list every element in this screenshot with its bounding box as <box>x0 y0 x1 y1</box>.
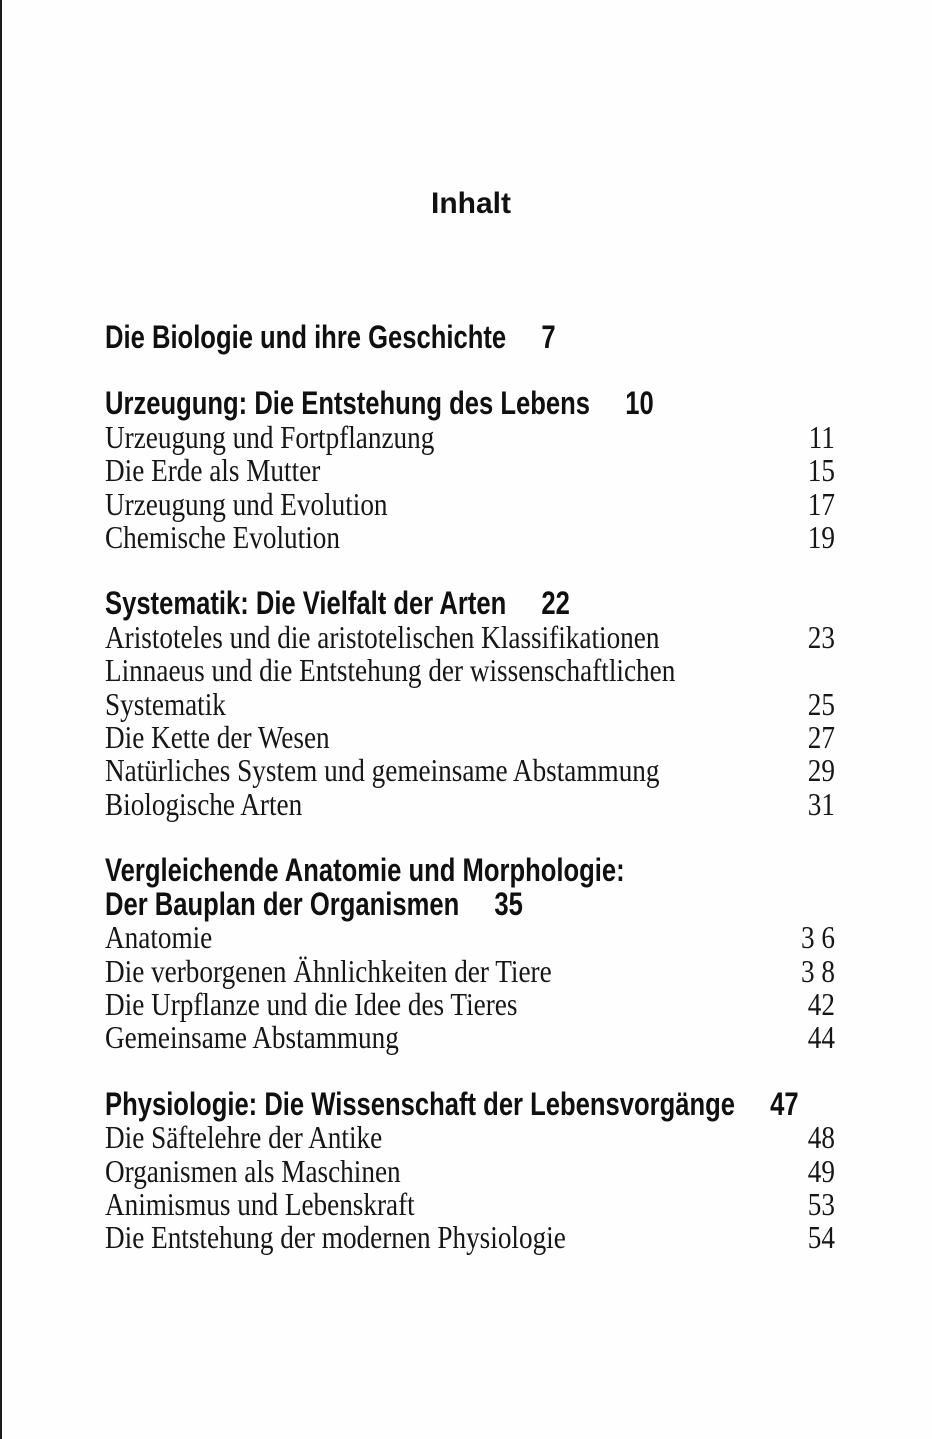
section-heading-line <box>105 587 835 620</box>
entry-page-number: 49 <box>807 1152 835 1189</box>
entry-page-number: 3 8 <box>801 952 835 989</box>
section-heading: Der Bauplan der Organismen <box>105 885 460 922</box>
toc-entry <box>105 1121 835 1154</box>
section-heading-scale <box>105 321 556 354</box>
entry-page-number: 44 <box>807 1019 835 1056</box>
entry-page-number: 48 <box>807 1119 835 1156</box>
toc-entry <box>105 785 835 822</box>
entry-page-number: 23 <box>807 618 835 655</box>
toc-entry <box>105 1221 835 1254</box>
entry-title: Anatomie <box>105 919 213 956</box>
entry-page-number: 3 6 <box>801 919 835 956</box>
toc-entry <box>105 685 835 722</box>
entry-page-number: 17 <box>807 485 835 522</box>
toc-entry <box>105 721 835 754</box>
section-heading-line <box>105 387 835 420</box>
toc-entry <box>105 985 835 1022</box>
heading-page-number: 47 <box>770 1085 799 1122</box>
section-heading: Urzeugung: Die Entstehung des Lebens <box>105 385 591 422</box>
section-heading-scale <box>105 854 625 887</box>
entry-page-number: 31 <box>807 785 835 822</box>
entry-title: Animismus und Lebenskraft <box>105 1185 415 1222</box>
entry-title: Die Säftelehre der Antike <box>105 1119 383 1156</box>
toc-entry <box>105 485 835 522</box>
toc-entry <box>105 754 835 787</box>
section-heading-line <box>105 854 835 887</box>
entry-title: Die verborgenen Ähnlichkeiten der Tiere <box>105 952 552 989</box>
entry-page-number: 25 <box>807 685 835 722</box>
toc-entry <box>105 1021 835 1054</box>
section-heading-line <box>105 1085 835 1122</box>
section-heading: Physiologie: Die Wissenschaft der Lebensvorgänge <box>105 1085 735 1122</box>
entry-title: Urzeugung und Fortpflanzung <box>105 418 435 455</box>
toc-entry <box>105 1185 835 1222</box>
toc-entry <box>105 921 835 954</box>
section-heading: Die Biologie und ihre Geschichte <box>105 319 507 355</box>
toc-section <box>105 387 835 554</box>
entry-page-number: 42 <box>807 985 835 1022</box>
toc-entry <box>105 1152 835 1189</box>
heading-page-number: 7 <box>541 319 556 355</box>
toc-section <box>105 1085 835 1256</box>
entry-title: Organismen als Maschinen <box>105 1152 401 1189</box>
section-heading-scale <box>105 587 570 620</box>
entry-title: Die Kette der Wesen <box>105 719 330 756</box>
entry-title: Die Entstehung der modernen Physiologie <box>105 1219 566 1256</box>
toc-entry <box>105 454 835 487</box>
entry-title: Systematik <box>105 685 226 722</box>
section-heading: Vergleichende Anatomie und Morphologie: <box>105 852 625 889</box>
toc-entry <box>105 952 835 989</box>
entry-title: Gemeinsame Abstammung <box>105 1019 399 1056</box>
entry-page-number: 53 <box>807 1185 835 1222</box>
entry-page-number: 19 <box>807 519 835 556</box>
section-heading-scale <box>105 1085 799 1122</box>
entry-page-number: 15 <box>807 452 835 489</box>
entry-title: Urzeugung und Evolution <box>105 485 388 522</box>
toc-section <box>105 587 835 821</box>
entry-title: Die Erde als Mutter <box>105 452 321 489</box>
toc-entry <box>105 521 835 554</box>
toc-section <box>105 854 835 1054</box>
section-heading-line <box>105 321 835 354</box>
page-title: Inhalt <box>431 187 511 220</box>
heading-page-number: 10 <box>625 385 654 422</box>
heading-page-number: 22 <box>541 585 570 622</box>
section-heading-line <box>105 885 835 922</box>
entry-page-number: 29 <box>807 752 835 789</box>
toc-entry <box>105 418 835 455</box>
entry-title: Biologische Arten <box>105 785 303 822</box>
entry-title: Natürliches System und gemeinsame Abstammung <box>105 752 660 789</box>
entry-title: Linnaeus und die Entstehung der wissenschaftlichen <box>105 652 676 689</box>
entry-page-number: 54 <box>807 1219 835 1256</box>
entry-title: Chemische Evolution <box>105 519 340 556</box>
heading-page-number: 35 <box>494 885 523 922</box>
entry-page-number: 11 <box>808 418 835 455</box>
entry-title: Die Urpflanze und die Idee des Tieres <box>105 985 518 1022</box>
section-heading: Systematik: Die Vielfalt der Arten <box>105 585 507 622</box>
entry-title: Aristoteles und die aristotelischen Klassifikationen <box>105 618 660 655</box>
section-heading-scale <box>105 387 654 420</box>
toc-section <box>105 321 835 354</box>
toc <box>105 321 835 1255</box>
entry-page-number: 27 <box>807 719 835 756</box>
toc-entry <box>105 654 835 687</box>
toc-entry <box>105 618 835 655</box>
section-heading-scale <box>105 885 523 922</box>
